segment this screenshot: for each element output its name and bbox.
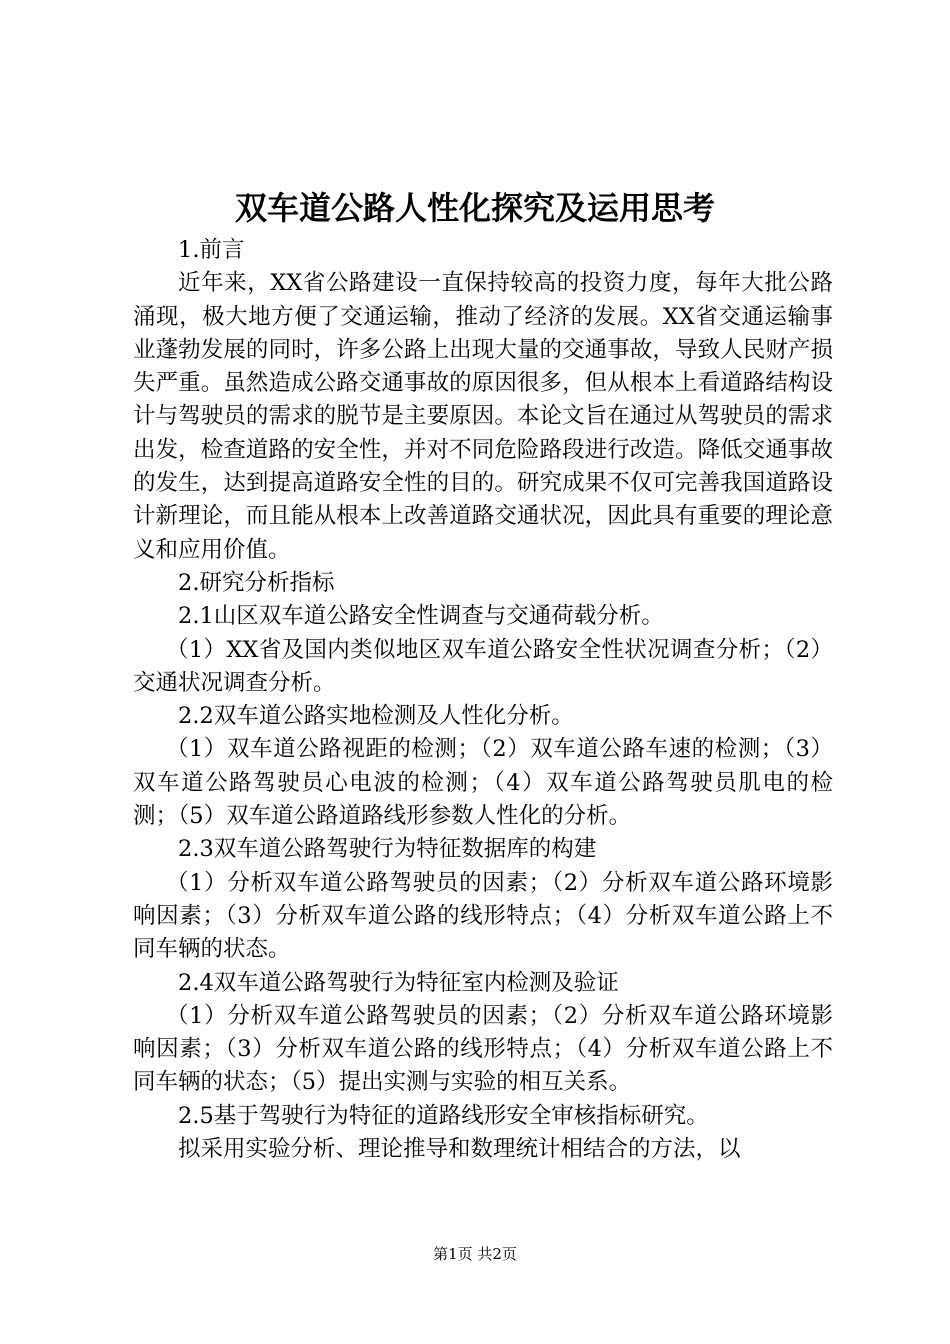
heading-introduction: 1.前言 (178, 237, 245, 263)
heading-analysis-indicators: 2.研究分析指标 (178, 569, 335, 596)
paragraph-2-5-start: 拟采用实验分析、理论推导和数理统计相结合的方法，以 (178, 1136, 741, 1163)
paragraph-2-2-items: （1）双车道公路视距的检测；（2）双车道公路车速的检测；（3）双车道公路驾驶员心电波的检测；（4）双车道公路驾驶员肌电的检测；（5）双车道公路道路线形参数人性化的分析。 (133, 736, 833, 830)
subheading-2-3: 2.3双车道公路驾驶行为特征数据库的构建 (178, 836, 597, 863)
paragraph-2-4-items: （1）分析双车道公路驾驶员的因素；（2）分析双车道公路环境影响因素；（3）分析双车道公路的线形特点；（4）分析双车道公路上不同车辆的状态；（5）提出实测与实验的相互关系。 (133, 1002, 833, 1096)
document-body (133, 234, 833, 1166)
paragraph-2-1-items: （1）XX省及国内类似地区双车道公路安全性状况调查分析；（2）交通状况调查分析。 (133, 636, 833, 696)
page-number-footer: 第1页 共2页 (433, 1245, 517, 1263)
subheading-2-1: 2.1山区双车道公路安全性调查与交通荷载分析。 (178, 603, 664, 630)
paragraph-2-3-items: （1）分析双车道公路驾驶员的因素；（2）分析双车道公路环境影响因素；（3）分析双车道公路的线形特点；（4）分析双车道公路上不同车辆的状态。 (133, 869, 833, 963)
subheading-2-2: 2.2双车道公路实地检测及人性化分析。 (178, 703, 574, 730)
subheading-2-4: 2.4双车道公路驾驶行为特征室内检测及验证 (178, 969, 619, 996)
document-title: 双车道公路人性化探究及运用思考 (234, 189, 715, 227)
subheading-2-5: 2.5基于驾驶行为特征的道路线形安全审核指标研究。 (178, 1102, 709, 1129)
paragraph-introduction: 近年来，XX省公路建设一直保持较高的投资力度，每年大批公路涌现，极大地方便了交通运输，推动了经济的发展。XX省交通运输事业蓬勃发展的同时，许多公路上出现大量的交通事故，导致人民财产损失严重。虽然造成公路交通事故的原因很多，但从根本上看道路结构设计与驾驶员的需求的脱节是主要原因。本论文旨在通过从驾驶员的需求出发，检查道路的安全性，并对不同危险路段进行改造。降低交通事故的发生，达到提高道路安全性的目的。研究成果不仅可完善我国道路设计新理论，而且能从根本上改善道路交通状况，因此具有重要的理论意义和应用价值。 (133, 270, 833, 563)
